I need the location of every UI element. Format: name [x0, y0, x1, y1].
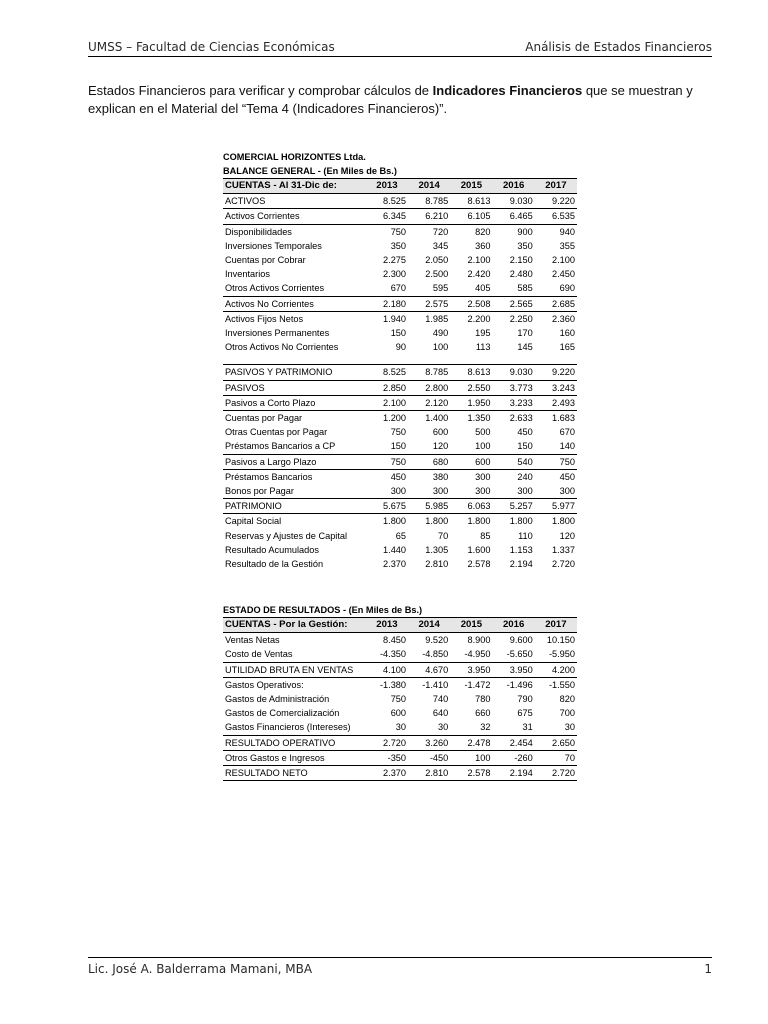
table-row	[223, 677, 577, 692]
amount-cell: 820	[475, 226, 491, 237]
account-label: Inversiones Permanentes	[225, 328, 330, 339]
amount-cell: 700	[559, 708, 575, 719]
amount-cell: 450	[390, 471, 407, 482]
amount-cell: 750	[535, 454, 577, 469]
amount-cell: 680	[408, 454, 450, 469]
amount-cell: 540	[493, 454, 535, 469]
table-row	[223, 557, 577, 571]
amount-cell: 195	[475, 328, 491, 339]
amount-cell: -5.650	[506, 649, 533, 660]
section-row	[223, 365, 577, 380]
amount-cell: 350	[517, 240, 533, 251]
header-year: 2016	[493, 179, 535, 194]
amount-cell: 595	[432, 283, 449, 294]
intro-text-2: que se muestran y explican en el Material del “Tema 4 (Indicadores Financieros)”.	[88, 83, 693, 116]
account-label: UTILIDAD BRUTA EN VENTAS	[223, 662, 366, 677]
table-row	[223, 326, 577, 340]
amount-cell: 8.785	[408, 365, 450, 380]
amount-cell: 5.257	[493, 499, 535, 514]
amount-cell: 30	[395, 722, 407, 733]
account-label: Otros Activos Corrientes	[225, 283, 325, 294]
amount-cell: 90	[395, 342, 407, 353]
amount-cell: 2.050	[425, 255, 449, 266]
amount-cell: 6.535	[535, 209, 577, 224]
amount-cell: 120	[432, 441, 449, 452]
amount-cell: 1.153	[509, 544, 533, 555]
table-row	[223, 425, 577, 439]
amount-cell: -4.950	[464, 649, 491, 660]
table-row	[223, 692, 577, 706]
amount-cell: 8.613	[450, 365, 492, 380]
section-row	[223, 454, 577, 469]
table-row	[223, 543, 577, 557]
amount-cell: 1.800	[383, 516, 407, 527]
account-label: Otros Activos No Corrientes	[225, 342, 339, 353]
amount-cell: 300	[559, 486, 575, 497]
header-year: 2013	[366, 618, 408, 633]
amount-cell: 85	[480, 530, 491, 541]
table-row	[223, 469, 577, 484]
amount-cell: 1.683	[552, 413, 575, 424]
table-row	[223, 514, 577, 529]
table-row	[223, 633, 577, 648]
amount-cell: 150	[517, 441, 533, 452]
amount-cell: 4.670	[408, 662, 450, 677]
section-row	[223, 209, 577, 224]
amount-cell: 1.350	[467, 413, 491, 424]
income-statement	[223, 603, 577, 781]
amount-cell: 1.800	[509, 516, 533, 527]
account-label: Gastos Operativos:	[225, 679, 304, 690]
header-year: 2014	[408, 618, 450, 633]
amount-cell: 1.985	[425, 313, 449, 324]
section-row	[223, 499, 577, 514]
amount-cell: -1.410	[422, 679, 449, 690]
amount-cell: 690	[559, 283, 575, 294]
amount-cell: 2.370	[383, 559, 407, 570]
amount-cell: 3.233	[493, 395, 535, 410]
amount-cell: 30	[438, 722, 449, 733]
table-row	[223, 224, 577, 239]
amount-cell: 2.685	[535, 296, 577, 311]
account-label: Resultado de la Gestión	[225, 559, 324, 570]
amount-cell: 170	[517, 328, 533, 339]
amount-cell: 2.720	[552, 559, 575, 570]
amount-cell: -4.850	[422, 649, 449, 660]
amount-cell: 3.260	[408, 735, 450, 750]
amount-cell: 1.305	[425, 544, 449, 555]
account-label: Activos Corrientes	[223, 209, 366, 224]
account-label: Ventas Netas	[225, 635, 280, 646]
header-label: CUENTAS - Por la Gestión:	[223, 618, 366, 633]
amount-cell: 1.800	[425, 516, 449, 527]
amount-cell: 450	[559, 471, 575, 482]
amount-cell: 720	[432, 226, 449, 237]
amount-cell: 9.220	[535, 365, 577, 380]
account-label: Inventarios	[225, 269, 270, 280]
amount-cell: 2.120	[408, 395, 450, 410]
account-label: Otras Cuentas por Pagar	[225, 427, 328, 438]
amount-cell: 8.613	[450, 194, 492, 209]
header-label: CUENTAS - Al 31-Dic de:	[223, 179, 366, 194]
account-label: Gastos de Comercialización	[225, 708, 340, 719]
amount-cell: 600	[390, 708, 407, 719]
table-row	[223, 267, 577, 281]
amount-cell: 2.100	[467, 255, 491, 266]
amount-cell: 2.550	[450, 380, 492, 395]
amount-cell: 2.180	[366, 296, 408, 311]
account-label: PASIVOS	[223, 380, 366, 395]
amount-cell: 790	[517, 694, 533, 705]
table-row	[223, 529, 577, 543]
amount-cell: 100	[475, 441, 491, 452]
amount-cell: 2.250	[509, 313, 533, 324]
table-row	[223, 340, 577, 354]
amount-cell: 750	[366, 454, 408, 469]
amount-cell: 2.454	[493, 735, 535, 750]
table-header-row	[223, 618, 577, 633]
table-row	[223, 311, 577, 326]
account-label: PATRIMONIO	[223, 499, 366, 514]
balance-sheet	[223, 150, 577, 571]
amount-cell: 4.200	[535, 662, 577, 677]
header-year: 2015	[450, 618, 492, 633]
amount-cell: 10.150	[546, 635, 575, 646]
amount-cell: 2.633	[509, 413, 533, 424]
account-label: Cuentas por Pagar	[225, 413, 303, 424]
account-label: Inversiones Temporales	[225, 240, 322, 251]
amount-cell: 2.578	[467, 559, 491, 570]
account-label: Pasivos a Corto Plazo	[223, 395, 366, 410]
account-label: Cuentas por Cobrar	[225, 255, 306, 266]
amount-cell: 3.950	[493, 662, 535, 677]
amount-cell: -1.550	[548, 679, 575, 690]
header-year: 2013	[366, 179, 408, 194]
amount-cell: 1.950	[450, 395, 492, 410]
account-label: Activos No Corrientes	[223, 296, 366, 311]
amount-cell: 2.565	[493, 296, 535, 311]
account-label: Activos Fijos Netos	[225, 313, 304, 324]
account-label: Resultado Acumulados	[225, 544, 319, 555]
amount-cell: 820	[559, 694, 575, 705]
amount-cell: 2.478	[450, 735, 492, 750]
account-label: Préstamos Bancarios a CP	[225, 441, 336, 452]
amount-cell: 70	[564, 752, 575, 763]
amount-cell: 120	[559, 530, 575, 541]
table-row	[223, 484, 577, 499]
amount-cell: 350	[390, 240, 407, 251]
amount-cell: 6.345	[366, 209, 408, 224]
account-label	[223, 354, 366, 365]
amount-cell: 8.450	[383, 635, 407, 646]
amount-cell: 2.650	[535, 735, 577, 750]
amount-cell: 780	[475, 694, 491, 705]
amount-cell: 65	[395, 530, 407, 541]
account-label: Costo de Ventas	[225, 649, 293, 660]
amount-cell: 300	[390, 486, 407, 497]
amount-cell: 30	[564, 722, 575, 733]
income-title: ESTADO DE RESULTADOS - (En Miles de Bs.)	[223, 605, 423, 615]
amount-cell: 640	[432, 708, 449, 719]
header-institution: UMSS – Facultad de Ciencias Económicas	[88, 40, 335, 54]
amount-cell: 6.465	[493, 209, 535, 224]
amount-cell: 1.600	[467, 544, 491, 555]
spacer-row	[223, 354, 577, 365]
amount-cell: 9.030	[493, 365, 535, 380]
amount-cell: 740	[432, 694, 449, 705]
amount-cell: 1.400	[425, 413, 449, 424]
amount-cell: -4.350	[379, 649, 407, 660]
account-label: Reservas y Ajustes de Capital	[225, 530, 348, 541]
amount-cell: 165	[559, 342, 575, 353]
amount-cell: 9.600	[509, 635, 533, 646]
amount-cell: 2.150	[509, 255, 533, 266]
amount-cell: -350	[387, 752, 407, 763]
amount-cell: 145	[517, 342, 533, 353]
amount-cell: 240	[517, 471, 533, 482]
amount-cell: 6.105	[450, 209, 492, 224]
table-row	[223, 720, 577, 735]
amount-cell: 380	[432, 471, 449, 482]
amount-cell: 2.450	[552, 269, 575, 280]
section-row	[223, 194, 577, 209]
table-row	[223, 281, 577, 296]
amount-cell: 8.900	[467, 635, 491, 646]
amount-cell: 1.200	[383, 413, 407, 424]
amount-cell: 1.940	[383, 313, 407, 324]
amount-cell: 8.785	[408, 194, 450, 209]
amount-cell: 750	[390, 694, 407, 705]
table-row	[223, 239, 577, 253]
amount-cell: 300	[475, 486, 491, 497]
section-row	[223, 662, 577, 677]
amount-cell: 1.337	[552, 544, 575, 555]
table-row	[223, 706, 577, 720]
table-header-row	[223, 179, 577, 194]
amount-cell: 900	[517, 226, 533, 237]
amount-cell: 345	[432, 240, 449, 251]
amount-cell: 2.575	[408, 296, 450, 311]
amount-cell: 500	[475, 427, 491, 438]
amount-cell: 405	[475, 283, 491, 294]
amount-cell: 4.100	[366, 662, 408, 677]
amount-cell: 300	[517, 486, 533, 497]
amount-cell: 150	[390, 328, 407, 339]
amount-cell: 450	[517, 427, 533, 438]
header-course: Análisis de Estados Financieros	[525, 40, 712, 54]
amount-cell: 160	[559, 328, 575, 339]
amount-cell: 2.100	[366, 395, 408, 410]
amount-cell: 2.194	[493, 766, 535, 781]
amount-cell: 70	[438, 530, 449, 541]
amount-cell: 110	[518, 530, 533, 541]
header-year: 2015	[450, 179, 492, 194]
amount-cell: 6.210	[408, 209, 450, 224]
amount-cell: 5.977	[535, 499, 577, 514]
amount-cell: 2.850	[366, 380, 408, 395]
amount-cell: 100	[432, 342, 449, 353]
table-row	[223, 647, 577, 662]
amount-cell: 360	[475, 240, 491, 251]
intro-paragraph	[88, 82, 700, 118]
amount-cell: 675	[517, 708, 533, 719]
amount-cell: 2.720	[535, 766, 577, 781]
amount-cell: 5.985	[408, 499, 450, 514]
amount-cell: 8.525	[366, 194, 408, 209]
account-label: Préstamos Bancarios	[225, 471, 313, 482]
account-label: Disponibilidades	[225, 226, 292, 237]
amount-cell: -1.496	[506, 679, 533, 690]
amount-cell: 3.950	[450, 662, 492, 677]
page-number: 1	[704, 962, 712, 976]
amount-cell: -1.472	[464, 679, 491, 690]
account-label: PASIVOS Y PATRIMONIO	[223, 365, 366, 380]
amount-cell: 3.243	[535, 380, 577, 395]
amount-cell: 31	[522, 722, 533, 733]
amount-cell: 750	[390, 226, 407, 237]
amount-cell: 2.720	[366, 735, 408, 750]
amount-cell: 2.370	[366, 766, 408, 781]
footer-rule	[88, 957, 712, 958]
balance-table	[223, 178, 577, 571]
amount-cell	[408, 354, 450, 365]
amount-cell	[366, 354, 408, 365]
amount-cell: 6.063	[450, 499, 492, 514]
header-rule	[88, 56, 712, 57]
section-row	[223, 395, 577, 410]
amount-cell: 490	[432, 328, 449, 339]
amount-cell: 32	[480, 722, 491, 733]
amount-cell: 2.500	[425, 269, 449, 280]
amount-cell: 2.100	[552, 255, 575, 266]
amount-cell: 2.360	[552, 313, 575, 324]
amount-cell: -5.950	[548, 649, 575, 660]
amount-cell: 3.773	[493, 380, 535, 395]
header-year: 2016	[493, 618, 535, 633]
footer-author: Lic. José A. Balderrama Mamani, MBA	[88, 962, 313, 976]
account-label: RESULTADO OPERATIVO	[223, 735, 366, 750]
amount-cell: -450	[429, 752, 449, 763]
amount-cell: 1.440	[383, 544, 407, 555]
amount-cell: -1.380	[379, 679, 407, 690]
amount-cell: 300	[475, 471, 491, 482]
account-label: Otros Gastos e Ingresos	[225, 752, 325, 763]
amount-cell: 2.810	[408, 766, 450, 781]
amount-cell: 300	[432, 486, 449, 497]
account-label: Gastos Financieros (Intereses)	[225, 722, 351, 733]
amount-cell: 2.300	[383, 269, 407, 280]
amount-cell: 940	[559, 226, 575, 237]
amount-cell: 2.508	[450, 296, 492, 311]
amount-cell: 660	[475, 708, 491, 719]
account-label: Gastos de Administración	[225, 694, 330, 705]
amount-cell: 670	[559, 427, 575, 438]
section-row	[223, 380, 577, 395]
amount-cell: 9.220	[535, 194, 577, 209]
amount-cell: 9.520	[425, 635, 449, 646]
account-label: Capital Social	[225, 516, 282, 527]
company-name: COMERCIAL HORIZONTES Ltda.	[223, 152, 366, 162]
amount-cell: 8.525	[366, 365, 408, 380]
amount-cell: 2.800	[408, 380, 450, 395]
account-label: RESULTADO NETO	[223, 766, 366, 781]
amount-cell: 2.480	[509, 269, 533, 280]
account-label: Bonos por Pagar	[225, 486, 294, 497]
amount-cell: 2.493	[535, 395, 577, 410]
amount-cell: 750	[390, 427, 407, 438]
section-row	[223, 735, 577, 750]
amount-cell: 670	[390, 283, 407, 294]
amount-cell	[450, 354, 492, 365]
table-row	[223, 750, 577, 765]
table-row	[223, 411, 577, 426]
amount-cell: 140	[559, 441, 575, 452]
amount-cell: 113	[475, 342, 491, 353]
amount-cell: 2.200	[467, 313, 491, 324]
header-year: 2014	[408, 179, 450, 194]
table-row	[223, 439, 577, 454]
amount-cell: 1.800	[552, 516, 575, 527]
intro-text-1: Estados Financieros para verificar y comprobar cálculos de	[88, 83, 433, 98]
balance-title: BALANCE GENERAL - (En Miles de Bs.)	[223, 166, 397, 176]
section-row	[223, 766, 577, 781]
amount-cell: 600	[432, 427, 449, 438]
amount-cell: 100	[475, 752, 491, 763]
amount-cell: 150	[390, 441, 407, 452]
section-row	[223, 296, 577, 311]
amount-cell	[535, 354, 577, 365]
income-table	[223, 617, 577, 781]
amount-cell: -260	[514, 752, 533, 763]
header-year: 2017	[535, 179, 577, 194]
amount-cell: 585	[517, 283, 533, 294]
amount-cell: 1.800	[467, 516, 491, 527]
amount-cell: 2.420	[467, 269, 491, 280]
amount-cell: 2.810	[425, 559, 449, 570]
amount-cell: 2.578	[450, 766, 492, 781]
table-row	[223, 253, 577, 267]
intro-bold-term: Indicadores Financieros	[432, 83, 583, 98]
amount-cell: 5.675	[366, 499, 408, 514]
amount-cell: 600	[450, 454, 492, 469]
amount-cell: 355	[559, 240, 575, 251]
amount-cell	[493, 354, 535, 365]
amount-cell: 9.030	[493, 194, 535, 209]
amount-cell: 2.275	[383, 255, 407, 266]
account-label: ACTIVOS	[223, 194, 366, 209]
header-year: 2017	[535, 618, 577, 633]
amount-cell: 2.194	[509, 559, 533, 570]
account-label: Pasivos a Largo Plazo	[223, 454, 366, 469]
